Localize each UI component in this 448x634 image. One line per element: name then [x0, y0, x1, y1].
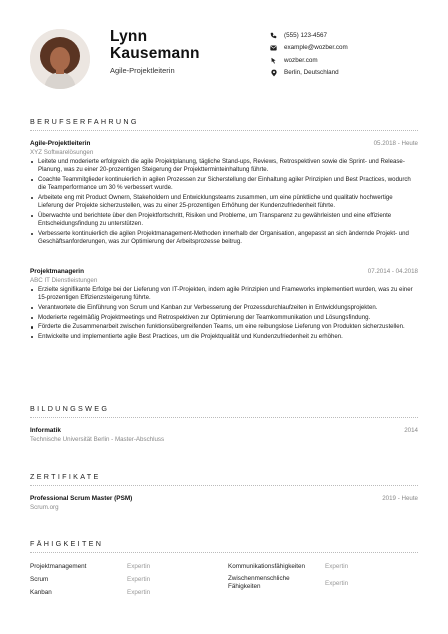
list-item: Entwickelte und implementierte agile Best Practices, um die Projektqualität und Kundenzufriedenheit zu erhöhen.: [30, 333, 418, 341]
list-item: Leitete und moderierte erfolgreich die agile Projektplanung, tägliche Stand-ups, Reviews, Retrospektiven sowie die Sprint- und Release-Planung, was zu einer 20-prozentigen Steigerung der Projektterminteinhaltung führte.: [30, 158, 418, 175]
skill-level: Expertin: [325, 563, 349, 570]
list-item: Arbeitete eng mit Product Ownern, Stakeholdern und Entwicklungsteams zusammen, um eine pünktliche und qualitativ hochwertige Lieferung der Projekte sicherzustellen, was zu einer 25-prozentigen Erhöhung der Kundenzufriedenheit führte.: [30, 194, 418, 211]
contact-location: [269, 67, 348, 80]
job-1-bullets: [30, 158, 418, 248]
list-item: Moderierte regelmäßig Projektmeetings und Retrospektiven zur Optimierung der Teamkommunikation und Lösungsfindung.: [30, 314, 418, 322]
skill-level: Expertin: [127, 563, 151, 570]
skill-name: Scrum: [30, 576, 49, 583]
contact-location-text: Berlin, Deutschland: [284, 69, 339, 77]
section-title-skills: FÄHIGKEITEN: [30, 539, 104, 548]
last-name: Kausemann: [110, 45, 200, 62]
section-divider: [30, 417, 418, 418]
first-name: Lynn: [110, 28, 148, 45]
phone-icon: [269, 31, 278, 40]
list-item: Verbesserte kontinuierlich die agilen Projektmanagement-Methoden innerhalb der Organisation, angepasst an sich ändernde Projekt- und Geschäftsanforderungen, was zur Optimierung der Arbeitsprozesse beitrug.: [30, 230, 418, 247]
skill-level: Expertin: [325, 580, 349, 587]
section-title-education: BILDUNGSWEG: [30, 404, 110, 413]
certificate-issuer: Scrum.org: [30, 503, 59, 511]
list-item: Förderte die Zusammenarbeit zwischen funktionsübergreifenden Teams, um eine reibungslose Lieferung von Produkten sicherzustellen.: [30, 323, 418, 331]
list-item: Erzielte signifikante Erfolge bei der Lieferung von IT-Projekten, indem agile Prinzipien und Frameworks implementiert wurden, was zu einer 15-prozentigen Effizienzsteigerung führte.: [30, 286, 418, 303]
job-1-date: 05.2018 - Heute: [373, 140, 418, 147]
skill-name: Zwischenmenschliche Fähigkeiten: [228, 575, 290, 590]
job-1-company: XYZ Softwarelösungen: [30, 148, 94, 156]
job-2-company: ABC IT Dienstleistungen: [30, 276, 98, 284]
skill-name: Kommunikationsfähigkeiten: [228, 563, 306, 570]
list-item: Überwachte und berichtete über den Projektfortschritt, Risiken und Probleme, um Transparenz zu gewährleisten und eine effiziente Entscheidungsfindung zu unterstützen.: [30, 212, 418, 229]
skill-level: Expertin: [127, 576, 151, 583]
link-icon: [269, 56, 278, 65]
list-item: Coachte Teammitglieder kontinuierlich in agilen Prozessen zur Sicherstellung der Einhaltung agiler Prinzipien und Best Practices, wodurch die Teamperformance um 30 % verbessert wurde.: [30, 176, 418, 193]
contact-website-text: wozber.com: [284, 56, 318, 64]
contact-phone-text: (555) 123-4567: [284, 31, 328, 39]
section-title-certificates: ZERTIFIKATE: [30, 472, 101, 481]
job-2-bullets: [30, 286, 418, 343]
education-degree: Informatik: [30, 427, 61, 434]
section-divider: [30, 130, 418, 131]
education-school: Technische Universität Berlin - Master-Abschluss: [30, 435, 165, 443]
section-divider: [30, 485, 418, 486]
skill-name: Kanban: [30, 589, 52, 596]
certificate-date: 2019 - Heute: [382, 495, 418, 502]
job-title: Agile-Projektleiterin: [110, 66, 175, 75]
contact-email-text: example@wozber.com: [284, 44, 348, 52]
skill-name: Projektmanagement: [30, 563, 87, 570]
job-1-position: Agile-Projektleiterin: [30, 140, 91, 147]
education-date: 2014: [404, 427, 418, 434]
mail-icon: [269, 43, 278, 52]
location-pin-icon: [269, 68, 278, 77]
contact-website[interactable]: [269, 54, 348, 67]
job-2-position: Projektmanagerin: [30, 268, 84, 275]
list-item: Verantwortete die Einführung von Scrum und Kanban zur Verbesserung der Prozessdurchlaufzeiten in Entwicklungsprojekten.: [30, 304, 418, 312]
certificate-name: Professional Scrum Master (PSM): [30, 495, 133, 502]
avatar: [30, 29, 90, 89]
contact-phone: [269, 29, 348, 42]
full-name: [110, 28, 200, 62]
section-title-experience: BERUFSERFAHRUNG: [30, 117, 139, 126]
avatar-photo: [30, 29, 90, 89]
contact-email[interactable]: [269, 42, 348, 55]
skill-level: Expertin: [127, 589, 151, 596]
section-divider: [30, 552, 418, 553]
contact-list: [269, 29, 348, 79]
job-2-date: 07.2014 - 04.2018: [367, 268, 418, 275]
